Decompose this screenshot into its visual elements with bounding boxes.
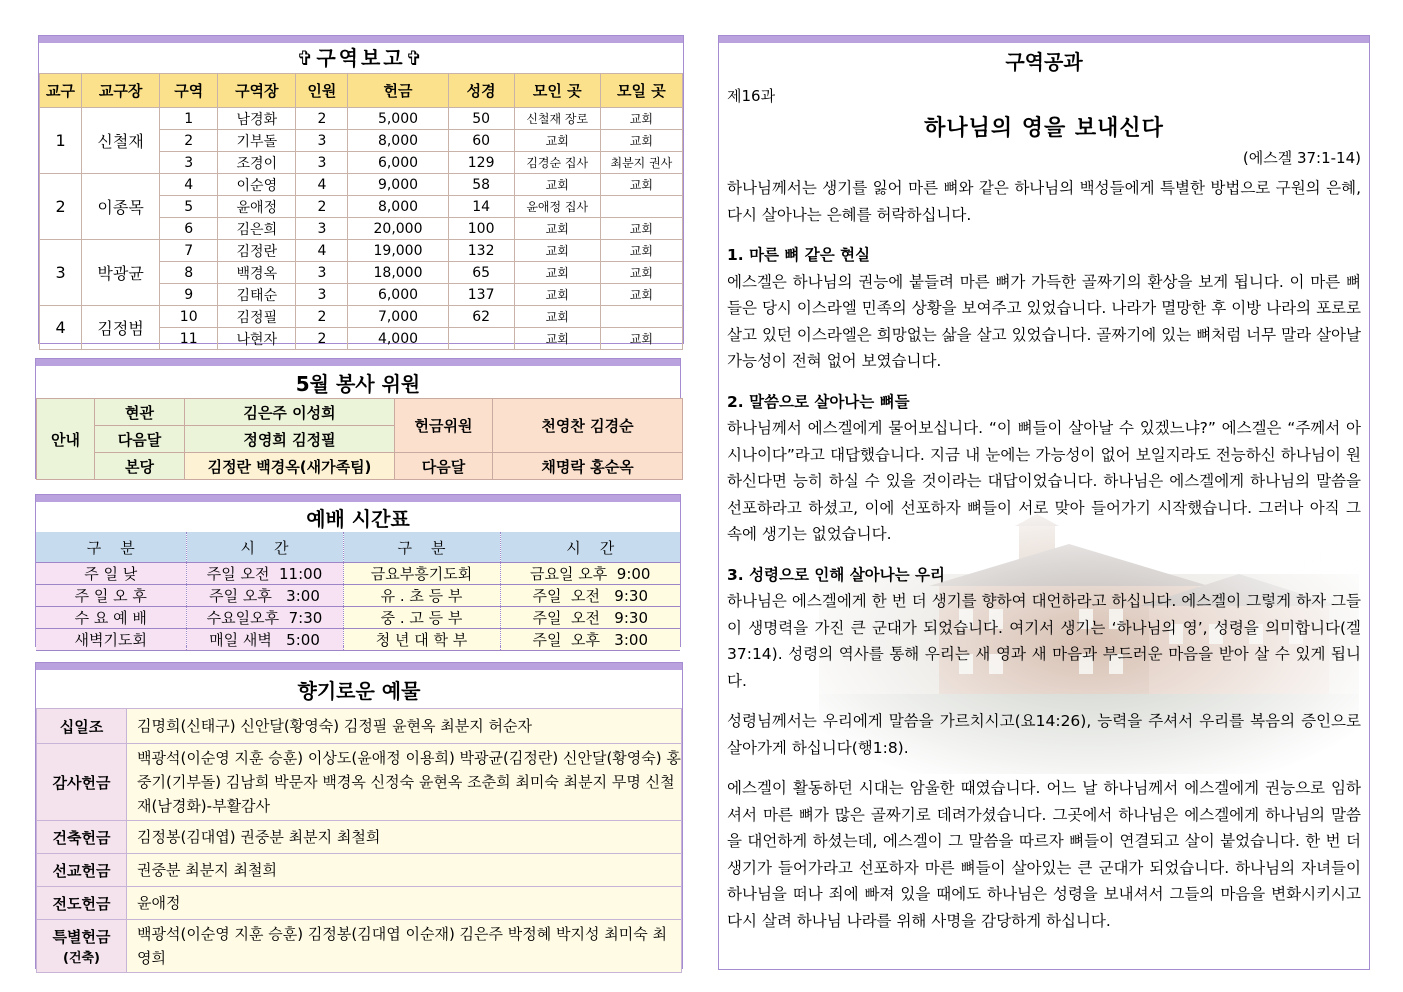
lesson-title: 구역공과 bbox=[1005, 50, 1083, 74]
parish-leader: 김정범 bbox=[82, 306, 160, 350]
service-name: 주 일 낮 bbox=[36, 563, 186, 585]
offering-row bbox=[37, 854, 682, 887]
met-place: 윤애정 집사 bbox=[514, 196, 600, 218]
offering-donors: 김정봉(김대엽) 권중분 최분지 최철희 bbox=[127, 821, 682, 854]
lesson-subtitle: 하나님의 영을 보내신다 bbox=[924, 116, 1164, 141]
attendance-count: 3 bbox=[296, 152, 348, 174]
usher-place: 다음달 bbox=[95, 426, 185, 453]
attendance-count: 3 bbox=[296, 130, 348, 152]
header-met-place: 모인 곳 bbox=[514, 74, 600, 108]
parish-number: 2 bbox=[40, 174, 82, 240]
lesson-panel bbox=[718, 35, 1370, 970]
district-leader: 나현자 bbox=[218, 328, 296, 350]
bible-count: 58 bbox=[448, 174, 514, 196]
offering-amount: 19,000 bbox=[348, 240, 448, 262]
service-panel bbox=[35, 358, 681, 479]
met-place: 교회 bbox=[514, 240, 600, 262]
offering-label-text: 전도헌금 bbox=[52, 894, 111, 913]
worship-row bbox=[36, 607, 680, 629]
district-report-table bbox=[39, 73, 683, 350]
offering-table-body bbox=[37, 709, 682, 973]
worship-schedule-panel bbox=[35, 494, 681, 647]
offering-label bbox=[37, 709, 127, 744]
offering-label-text: 선교헌금 bbox=[52, 861, 111, 880]
parish-leader: 이종목 bbox=[82, 174, 160, 240]
offering-amount: 8,000 bbox=[348, 196, 448, 218]
district-number: 7 bbox=[160, 240, 218, 262]
attendance-count: 2 bbox=[296, 108, 348, 130]
district-leader: 기부돌 bbox=[218, 130, 296, 152]
service-time: 주일 오전 11:00 bbox=[186, 563, 343, 585]
attendance-count: 3 bbox=[296, 218, 348, 240]
usher-label: 안내 bbox=[37, 399, 95, 480]
header-district: 구역 bbox=[160, 74, 218, 108]
attendance-count: 3 bbox=[296, 284, 348, 306]
bible-count: 137 bbox=[448, 284, 514, 306]
met-place: 교회 bbox=[514, 174, 600, 196]
worship-header-row bbox=[36, 532, 680, 563]
offering-amount: 9,000 bbox=[348, 174, 448, 196]
service-time: 주일 오전 9:30 bbox=[500, 607, 680, 629]
district-leader: 김정필 bbox=[218, 306, 296, 328]
parish-number: 3 bbox=[40, 240, 82, 306]
offering-amount: 5,000 bbox=[348, 108, 448, 130]
bible-count: 100 bbox=[448, 218, 514, 240]
panel-top-bar bbox=[36, 359, 680, 366]
bible-count: 14 bbox=[448, 196, 514, 218]
bible-count: 50 bbox=[448, 108, 514, 130]
offering-donors: 권중분 최분지 최철희 bbox=[127, 854, 682, 887]
district-leader: 백경옥 bbox=[218, 262, 296, 284]
usher-place: 현관 bbox=[95, 399, 185, 426]
attendance-count: 3 bbox=[296, 262, 348, 284]
usher-names: 김은주 이성희 bbox=[185, 399, 395, 426]
offering-label bbox=[37, 854, 127, 887]
district-leader: 김태순 bbox=[218, 284, 296, 306]
district-number: 1 bbox=[160, 108, 218, 130]
usher-names: 김정란 백경옥(새가족팀) bbox=[185, 453, 395, 480]
offering-committee-label: 헌금위원 bbox=[395, 399, 493, 453]
offering-row bbox=[37, 887, 682, 920]
offering-donors: 백광석(이순영 지훈 승훈) 이상도(윤애정 이용희) 박광균(김정란) 신안달(황영숙) 홍중기(기부돌) 김남희 박문자 백경옥 신정숙 윤현옥 조춘희 최미숙 최분지 무명 신철재(남경화)-부활감사 bbox=[127, 744, 682, 821]
district-leader: 김은희 bbox=[218, 218, 296, 240]
offering-label bbox=[37, 744, 127, 821]
attendance-count: 4 bbox=[296, 174, 348, 196]
next-month-names: 채명락 홍순옥 bbox=[493, 453, 683, 480]
attendance-count: 2 bbox=[296, 196, 348, 218]
header-count: 인원 bbox=[296, 74, 348, 108]
service-time: 주일 오후 3:00 bbox=[186, 585, 343, 607]
service-time: 매일 새벽 5:00 bbox=[186, 629, 343, 651]
offering-label-sub: (건축) bbox=[63, 951, 100, 966]
meet-place bbox=[600, 306, 682, 328]
district-report-panel bbox=[38, 35, 684, 348]
header-parish-leader: 교구장 bbox=[82, 74, 160, 108]
service-name: 유 . 초 등 부 bbox=[343, 585, 500, 607]
offering-committee-names: 천영찬 김경순 bbox=[493, 399, 683, 453]
section-text: 하나님께서 에스겔에게 물어보십니다. “이 뼈들이 살아날 수 있겠느냐?” 에스겔은 “주께서 아시나이다”라고 대답했습니다. 지금 내 눈에는 가능성이 없어 보일지라도 전능하신 하나님이 원하신다면 능히 하실 수 있을 것이라는 대답이었습니다. 하나님은 에스겔에게 하나님의 말씀을 선포하라고 하셨고, 이에 선포하자 뼈들이 서로 맞아 들어가기 시작했습니다. 그러나 아직 그 속에 생기는 없었습니다. bbox=[727, 419, 1361, 543]
met-place: 교회 bbox=[514, 284, 600, 306]
offering-amount: 18,000 bbox=[348, 262, 448, 284]
met-place: 신철재 장로 bbox=[514, 108, 600, 130]
offering-amount: 6,000 bbox=[348, 152, 448, 174]
panel-top-bar bbox=[39, 36, 683, 43]
worship-title: 예배 시간표 bbox=[306, 507, 410, 531]
district-row bbox=[40, 306, 683, 328]
scripture-reference: (에스겔 37:1-14) bbox=[1242, 149, 1361, 167]
panel-top-bar bbox=[719, 36, 1369, 43]
header-parish: 교구 bbox=[40, 74, 82, 108]
meet-place: 교회 bbox=[600, 240, 682, 262]
bible-count: 129 bbox=[448, 152, 514, 174]
district-number: 9 bbox=[160, 284, 218, 306]
service-name: 금요부흥기도회 bbox=[343, 563, 500, 585]
meet-place: 교회 bbox=[600, 108, 682, 130]
district-leader: 조경이 bbox=[218, 152, 296, 174]
met-place: 교회 bbox=[514, 130, 600, 152]
header-district-leader: 구역장 bbox=[218, 74, 296, 108]
service-time: 주일 오후 3:00 bbox=[500, 629, 680, 651]
offering-label-text: 건축헌금 bbox=[52, 828, 111, 847]
lesson-body bbox=[719, 175, 1369, 934]
service-row bbox=[37, 453, 683, 480]
usher-names: 정영희 김정필 bbox=[185, 426, 395, 453]
offering-label bbox=[37, 821, 127, 854]
offering-label-text: 특별헌금 bbox=[52, 928, 111, 946]
bible-count: 62 bbox=[448, 306, 514, 328]
service-name: 청 년 대 학 부 bbox=[343, 629, 500, 651]
spirit-paragraph: 성령님께서는 우리에게 말씀을 가르치시고(요14:26), 능력을 주셔서 우리를 복음의 증인으로 살아가게 하십니다(행1:8). bbox=[727, 712, 1361, 757]
district-row bbox=[40, 240, 683, 262]
met-place: 교회 bbox=[514, 306, 600, 328]
section-heading: 3. 성령으로 인해 살아나는 우리 bbox=[727, 565, 945, 584]
service-title: 5월 봉사 위원 bbox=[295, 372, 421, 396]
meet-place bbox=[600, 196, 682, 218]
attendance-count: 2 bbox=[296, 328, 348, 350]
offering-label bbox=[37, 887, 127, 920]
offering-row bbox=[37, 709, 682, 744]
section-text: 하나님은 에스겔에게 한 번 더 생기를 향하여 대언하라고 하십니다. 에스겔이 그렇게 하자 그들이 생명력을 가진 큰 군대가 되었습니다. 여기서 생기는 ‘하나님의 영’, 성령을 의미합니다(겔37:14). 성령의 역사를 통해 우리는 새 영과 새 마음과 부드러운 마음을 받아 살 수 있게 됩니다. bbox=[727, 592, 1361, 690]
meet-place: 최분지 권사 bbox=[600, 152, 682, 174]
worship-row bbox=[36, 563, 680, 585]
panel-top-bar bbox=[36, 663, 682, 670]
district-number: 8 bbox=[160, 262, 218, 284]
usher-place: 본당 bbox=[95, 453, 185, 480]
worship-row bbox=[36, 585, 680, 607]
meet-place: 교회 bbox=[600, 130, 682, 152]
district-number: 10 bbox=[160, 306, 218, 328]
meet-place: 교회 bbox=[600, 328, 682, 350]
section-heading: 1. 마른 뼈 같은 현실 bbox=[727, 246, 871, 264]
worship-row bbox=[36, 629, 680, 651]
offering-panel bbox=[35, 662, 683, 969]
service-name: 새벽기도회 bbox=[36, 629, 186, 651]
parish-leader: 박광균 bbox=[82, 240, 160, 306]
offering-label-text: 감사헌금 bbox=[52, 773, 111, 792]
district-leader: 이순영 bbox=[218, 174, 296, 196]
header-time: 시 간 bbox=[500, 532, 680, 563]
district-number: 2 bbox=[160, 130, 218, 152]
offering-amount: 20,000 bbox=[348, 218, 448, 240]
lesson-number: 제16과 bbox=[727, 87, 776, 105]
met-place: 김경순 집사 bbox=[514, 152, 600, 174]
offering-table bbox=[36, 708, 682, 973]
service-name: 주 일 오 후 bbox=[36, 585, 186, 607]
met-place: 교회 bbox=[514, 218, 600, 240]
meet-place: 교회 bbox=[600, 262, 682, 284]
bible-count bbox=[448, 328, 514, 350]
service-name: 중 . 고 등 부 bbox=[343, 607, 500, 629]
header-offering: 헌금 bbox=[348, 74, 448, 108]
service-time: 금요일 오후 9:00 bbox=[500, 563, 680, 585]
service-time: 주일 오전 9:30 bbox=[500, 585, 680, 607]
service-row bbox=[37, 399, 683, 426]
service-time: 수요일오후 7:30 bbox=[186, 607, 343, 629]
district-number: 3 bbox=[160, 152, 218, 174]
bible-count: 132 bbox=[448, 240, 514, 262]
worship-table-body bbox=[36, 563, 680, 651]
attendance-count: 4 bbox=[296, 240, 348, 262]
offering-amount: 7,000 bbox=[348, 306, 448, 328]
district-number: 11 bbox=[160, 328, 218, 350]
offering-label bbox=[37, 920, 127, 973]
district-leader: 남경화 bbox=[218, 108, 296, 130]
offering-donors: 김명희(신태구) 신안달(황영숙) 김정필 윤현옥 최분지 허순자 bbox=[127, 709, 682, 744]
offering-amount: 4,000 bbox=[348, 328, 448, 350]
panel-top-bar bbox=[36, 495, 680, 502]
district-number: 4 bbox=[160, 174, 218, 196]
offering-row bbox=[37, 821, 682, 854]
met-place: 교회 bbox=[514, 328, 600, 350]
attendance-count: 2 bbox=[296, 306, 348, 328]
meet-place: 교회 bbox=[600, 284, 682, 306]
offering-label-text: 십일조 bbox=[59, 717, 104, 736]
district-leader: 김정란 bbox=[218, 240, 296, 262]
offering-amount: 8,000 bbox=[348, 130, 448, 152]
service-table bbox=[36, 398, 683, 480]
header-category: 구 분 bbox=[36, 532, 186, 563]
bible-count: 65 bbox=[448, 262, 514, 284]
header-meet-place: 모일 곳 bbox=[600, 74, 682, 108]
district-table-body bbox=[40, 108, 683, 350]
offering-donors: 윤애정 bbox=[127, 887, 682, 920]
district-number: 5 bbox=[160, 196, 218, 218]
offering-row bbox=[37, 920, 682, 973]
header-bible: 성경 bbox=[448, 74, 514, 108]
district-leader: 윤애정 bbox=[218, 196, 296, 218]
offering-donors: 백광석(이순영 지훈 승훈) 김정봉(김대엽 이순재) 김은주 박정혜 박지성 최미숙 최영희 bbox=[127, 920, 682, 973]
final-paragraph: 에스겔이 활동하던 시대는 암울한 때였습니다. 어느 날 하나님께서 에스겔에게 권능으로 임하셔서 마른 뼈가 많은 골짜기로 데려가셨습니다. 그곳에서 하나님은 에스겔에게 하나님의 말씀을 대언하게 하셨는데, 에스겔이 그 말씀을 따르자 뼈들이 연결되고 살이 붙었습니다. 한 번 더 생기가 들어가라고 선포하자 마른 뼈들이 살아있는 큰 군대가 되었습니다. 하나님의 자녀들이 하나님을 떠나 죄에 빠져 있을 때에도 하나님은 성령을 보내셔서 그들의 마음을 변화시키시고 다시 살려 하나님 나라를 위해 사명을 감당하게 하십니다. bbox=[727, 779, 1361, 930]
offering-row bbox=[37, 744, 682, 821]
next-month-label: 다음달 bbox=[395, 453, 493, 480]
parish-number: 4 bbox=[40, 306, 82, 350]
lesson-intro: 하나님께서는 생기를 잃어 마른 뼈와 같은 하나님의 백성들에게 특별한 방법으로 구원의 은혜, 다시 살아나는 은혜를 허락하십니다. bbox=[727, 179, 1361, 224]
district-row bbox=[40, 174, 683, 196]
header-category: 구 분 bbox=[343, 532, 500, 563]
district-row bbox=[40, 108, 683, 130]
met-place: 교회 bbox=[514, 262, 600, 284]
worship-table bbox=[36, 532, 680, 651]
parish-number: 1 bbox=[40, 108, 82, 174]
offering-title: 향기로운 예물 bbox=[297, 679, 421, 703]
service-name: 수 요 예 배 bbox=[36, 607, 186, 629]
bible-count: 60 bbox=[448, 130, 514, 152]
district-number: 6 bbox=[160, 218, 218, 240]
offering-amount: 6,000 bbox=[348, 284, 448, 306]
section-heading: 2. 말씀으로 살아나는 뼈들 bbox=[727, 392, 910, 411]
meet-place: 교회 bbox=[600, 174, 682, 196]
parish-leader: 신철재 bbox=[82, 108, 160, 174]
district-header-row bbox=[40, 74, 683, 108]
header-time: 시 간 bbox=[186, 532, 343, 563]
section-text: 에스겔은 하나님의 권능에 붙들려 마른 뼈가 가득한 골짜기의 환상을 보게 됩니다. 이 마른 뼈들은 당시 이스라엘 민족의 상황을 보여주고 있었습니다. 나라가 멸망한 후 이방 나라의 포로로 살고 있던 이스라엘은 희망없는 삶을 살고 있었습니다. 골짜기에 있는 뼈처럼 너무 말라 살아날 가능성이 전혀 없어 보였습니다. bbox=[727, 272, 1361, 370]
district-report-title: ✞구역보고✞ bbox=[296, 46, 426, 70]
meet-place: 교회 bbox=[600, 218, 682, 240]
